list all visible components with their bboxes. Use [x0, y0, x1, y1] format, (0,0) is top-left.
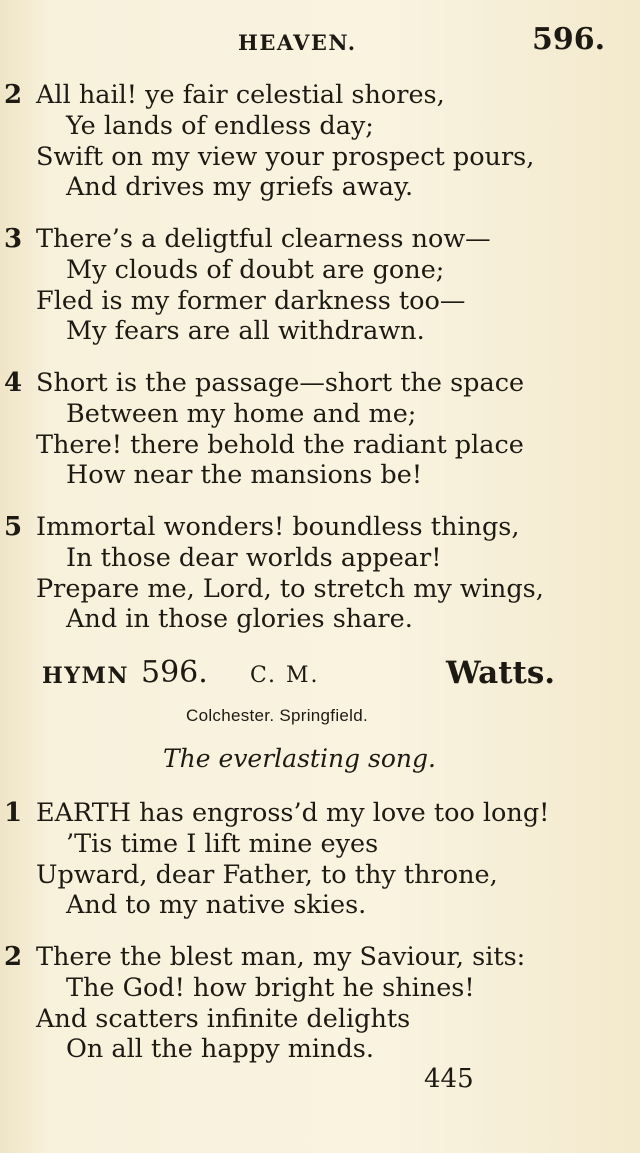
verse-line: Ye lands of endless day; [66, 111, 374, 141]
stanza-number: 5 [4, 512, 23, 542]
verse-line: There’s a deligtful clearness now— [36, 224, 491, 254]
verse-line: And in those glories share. [66, 604, 413, 634]
stanza-number: 2 [4, 942, 23, 972]
hymn-author: Watts. [446, 655, 556, 691]
verse-line: Prepare me, Lord, to stretch my wings, [36, 574, 544, 604]
verse-line: EARTH has engross’d my love too long! [36, 798, 550, 828]
verse-line: Short is the passage—short the space [36, 368, 525, 398]
hymn-number: 596. [141, 655, 208, 690]
folio-number: 445 [424, 1064, 474, 1094]
verse-line: The God! how bright he shines! [66, 973, 475, 1003]
verse-line: ’Tis time I lift mine eyes [66, 829, 379, 859]
verse-line: How near the mansions be! [66, 460, 423, 490]
verse-line: And to my native skies. [66, 890, 367, 920]
verse-line: My clouds of doubt are gone; [66, 255, 445, 285]
verse-line: My fears are all withdrawn. [66, 316, 425, 346]
hymn-page-number: 596. [532, 22, 606, 57]
verse-line: Between my home and me; [66, 399, 417, 429]
hymn-meter: C. M. [250, 663, 320, 688]
hymn-subtitle: The everlasting song. [163, 744, 436, 773]
running-head [0, 22, 640, 62]
stanza-number: 3 [4, 224, 23, 254]
verse-line: On all the happy minds. [66, 1034, 374, 1064]
verse-line: In those dear worlds appear! [66, 543, 442, 573]
stanza-number: 2 [4, 80, 23, 110]
verse-line: Swift on my view your prospect pours, [36, 142, 535, 172]
verse-line: All hail! ye fair celestial shores, [36, 80, 445, 110]
verse-line: Immortal wonders! boundless things, [36, 512, 520, 542]
tune-names: Colchester. Springfield. [186, 706, 369, 725]
stanza-number: 1 [4, 798, 23, 828]
running-title: HEAVEN. [238, 30, 357, 55]
verse-line: Upward, dear Father, to thy throne, [36, 860, 498, 890]
verse-line: And scatters infinite delights [36, 1004, 411, 1034]
verse-line: There! there behold the radiant place [36, 430, 524, 460]
verse-line: Fled is my former darkness too— [36, 286, 466, 316]
verse-line: And drives my griefs away. [66, 172, 414, 202]
stanza-number: 4 [4, 368, 23, 398]
hymn-label: HYMN [42, 663, 129, 689]
hymn-heading [0, 655, 640, 700]
verse-line: There the blest man, my Saviour, sits: [36, 942, 526, 972]
